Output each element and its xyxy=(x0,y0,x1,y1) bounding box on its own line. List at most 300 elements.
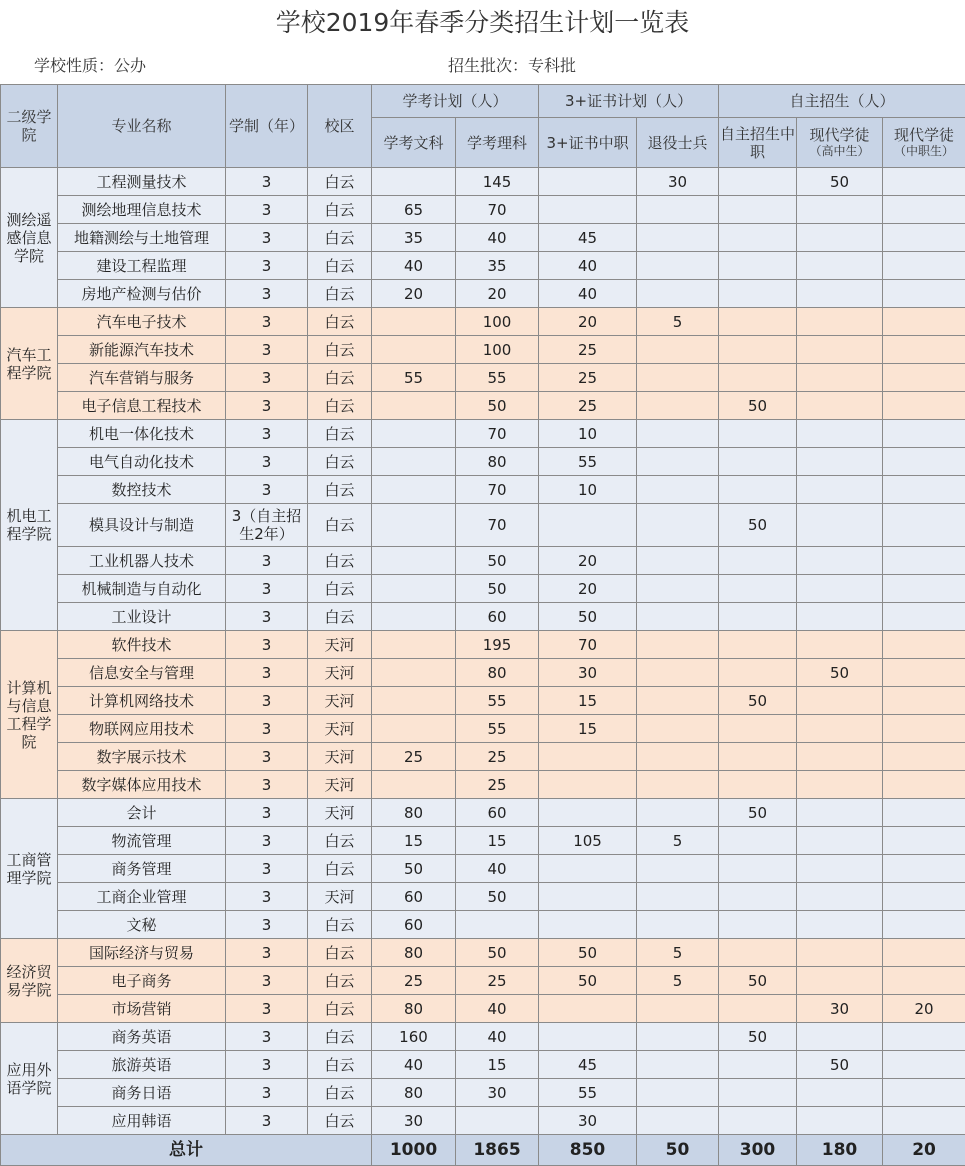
table-row xyxy=(1,252,965,280)
table-row xyxy=(1,1107,965,1135)
header-tuiyi: 退役士兵 xyxy=(637,118,719,168)
major-name-cell: 汽车电子技术 xyxy=(58,308,226,336)
zhengshu-zhongzhi-cell xyxy=(539,771,637,799)
campus-cell: 天河 xyxy=(308,799,372,827)
xuekao-like-cell: 80 xyxy=(456,659,539,687)
tuiyi-cell: 5 xyxy=(637,827,719,855)
major-name-cell: 房地产检测与估价 xyxy=(58,280,226,308)
total-tuiyi: 50 xyxy=(637,1135,719,1166)
header-zizhu-zhongzhi: 自主招生中职 xyxy=(719,118,797,168)
xuekao-like-cell xyxy=(456,1107,539,1135)
xuekao-wenke-cell: 25 xyxy=(372,743,456,771)
xuekao-wenke-cell xyxy=(372,575,456,603)
major-name-cell: 软件技术 xyxy=(58,631,226,659)
zizhu-zhongzhi-cell xyxy=(719,659,797,687)
zhengshu-zhongzhi-cell: 20 xyxy=(539,575,637,603)
table-row xyxy=(1,1079,965,1107)
xuekao-wenke-cell: 55 xyxy=(372,364,456,392)
campus-cell: 天河 xyxy=(308,715,372,743)
table-row xyxy=(1,476,965,504)
tuiyi-cell: 5 xyxy=(637,308,719,336)
xuekao-like-cell: 40 xyxy=(456,855,539,883)
xuekao-wenke-cell xyxy=(372,420,456,448)
campus-cell: 天河 xyxy=(308,631,372,659)
table-row xyxy=(1,659,965,687)
xiandai-gaozhong-cell xyxy=(797,743,883,771)
header-xiandai-gaozhong xyxy=(797,118,883,168)
xuekao-wenke-cell: 40 xyxy=(372,1051,456,1079)
xuekao-like-cell: 55 xyxy=(456,364,539,392)
xuekao-like-cell: 80 xyxy=(456,448,539,476)
duration-cell: 3 xyxy=(226,1023,308,1051)
header-xiandai-zhongzhi-sub: （中职生） xyxy=(883,144,965,158)
xiandai-gaozhong-cell xyxy=(797,911,883,939)
tuiyi-cell xyxy=(637,743,719,771)
table-row xyxy=(1,448,965,476)
xuekao-like-cell: 55 xyxy=(456,687,539,715)
zhengshu-zhongzhi-cell: 10 xyxy=(539,476,637,504)
zizhu-zhongzhi-cell xyxy=(719,280,797,308)
xiandai-zhongzhi-cell xyxy=(883,196,965,224)
xuekao-wenke-cell: 20 xyxy=(372,280,456,308)
duration-cell: 3 xyxy=(226,308,308,336)
xiandai-zhongzhi-cell xyxy=(883,547,965,575)
major-name-cell: 旅游英语 xyxy=(58,1051,226,1079)
zizhu-zhongzhi-cell xyxy=(719,715,797,743)
major-name-cell: 测绘地理信息技术 xyxy=(58,196,226,224)
xuekao-wenke-cell xyxy=(372,715,456,743)
major-name-cell: 市场营销 xyxy=(58,995,226,1023)
table-row xyxy=(1,575,965,603)
zizhu-zhongzhi-cell: 50 xyxy=(719,799,797,827)
tuiyi-cell xyxy=(637,392,719,420)
duration-cell: 3 xyxy=(226,224,308,252)
zizhu-zhongzhi-cell: 50 xyxy=(719,687,797,715)
duration-cell: 3 xyxy=(226,855,308,883)
major-name-cell: 信息安全与管理 xyxy=(58,659,226,687)
table-row xyxy=(1,1023,965,1051)
table-row xyxy=(1,883,965,911)
xiandai-zhongzhi-cell xyxy=(883,392,965,420)
xuekao-like-cell: 195 xyxy=(456,631,539,659)
duration-cell: 3 xyxy=(226,771,308,799)
duration-cell: 3 xyxy=(226,448,308,476)
xiandai-gaozhong-cell xyxy=(797,687,883,715)
duration-cell: 3 xyxy=(226,336,308,364)
table-row xyxy=(1,855,965,883)
xuekao-like-cell xyxy=(456,911,539,939)
xiandai-gaozhong-cell xyxy=(797,252,883,280)
college-name: 工商管理学院 xyxy=(1,799,58,939)
duration-cell: 3（自主招生2年） xyxy=(226,504,308,547)
xiandai-zhongzhi-cell xyxy=(883,252,965,280)
total-zizhu-zhongzhi: 300 xyxy=(719,1135,797,1166)
xuekao-wenke-cell: 160 xyxy=(372,1023,456,1051)
zizhu-zhongzhi-cell xyxy=(719,547,797,575)
zhengshu-zhongzhi-cell xyxy=(539,196,637,224)
admission-batch: 招生批次：专科批 xyxy=(448,53,576,76)
xuekao-like-cell: 50 xyxy=(456,575,539,603)
xiandai-zhongzhi-cell xyxy=(883,743,965,771)
zhengshu-zhongzhi-cell xyxy=(539,743,637,771)
xiandai-zhongzhi-cell xyxy=(883,1107,965,1135)
xuekao-like-cell: 40 xyxy=(456,995,539,1023)
xuekao-like-cell: 40 xyxy=(456,224,539,252)
major-name-cell: 汽车营销与服务 xyxy=(58,364,226,392)
xuekao-like-cell: 25 xyxy=(456,967,539,995)
zhengshu-zhongzhi-cell: 50 xyxy=(539,939,637,967)
header-zhengshu-group: 3+证书计划（人） xyxy=(539,85,719,118)
xiandai-zhongzhi-cell xyxy=(883,855,965,883)
xiandai-zhongzhi-cell xyxy=(883,168,965,196)
xiandai-zhongzhi-cell xyxy=(883,336,965,364)
xuekao-like-cell: 70 xyxy=(456,420,539,448)
xiandai-zhongzhi-cell xyxy=(883,603,965,631)
xuekao-wenke-cell: 80 xyxy=(372,995,456,1023)
duration-cell: 3 xyxy=(226,1051,308,1079)
header-xuekao-group: 学考计划（人） xyxy=(372,85,539,118)
table-row xyxy=(1,1051,965,1079)
xuekao-like-cell: 60 xyxy=(456,799,539,827)
xiandai-zhongzhi-cell xyxy=(883,1079,965,1107)
header-xiandai-zhongzhi-label: 现代学徒 xyxy=(894,126,954,144)
xiandai-gaozhong-cell xyxy=(797,476,883,504)
tuiyi-cell xyxy=(637,1023,719,1051)
zizhu-zhongzhi-cell xyxy=(719,1079,797,1107)
xiandai-zhongzhi-cell xyxy=(883,659,965,687)
tuiyi-cell: 5 xyxy=(637,967,719,995)
major-name-cell: 工商企业管理 xyxy=(58,883,226,911)
major-name-cell: 会计 xyxy=(58,799,226,827)
zhengshu-zhongzhi-cell: 25 xyxy=(539,392,637,420)
campus-cell: 天河 xyxy=(308,743,372,771)
duration-cell: 3 xyxy=(226,911,308,939)
zhengshu-zhongzhi-cell: 25 xyxy=(539,336,637,364)
xiandai-zhongzhi-cell xyxy=(883,967,965,995)
duration-cell: 3 xyxy=(226,252,308,280)
xuekao-like-cell: 145 xyxy=(456,168,539,196)
major-name-cell: 数控技术 xyxy=(58,476,226,504)
zizhu-zhongzhi-cell xyxy=(719,364,797,392)
campus-cell: 白云 xyxy=(308,336,372,364)
zhengshu-zhongzhi-cell: 70 xyxy=(539,631,637,659)
xuekao-wenke-cell: 50 xyxy=(372,855,456,883)
zizhu-zhongzhi-cell xyxy=(719,827,797,855)
tuiyi-cell xyxy=(637,911,719,939)
xuekao-like-cell: 100 xyxy=(456,308,539,336)
campus-cell: 白云 xyxy=(308,168,372,196)
table-row xyxy=(1,771,965,799)
total-zhengshu-zhongzhi: 850 xyxy=(539,1135,637,1166)
duration-cell: 3 xyxy=(226,967,308,995)
duration-cell: 3 xyxy=(226,168,308,196)
campus-cell: 白云 xyxy=(308,392,372,420)
tuiyi-cell xyxy=(637,224,719,252)
duration-cell: 3 xyxy=(226,575,308,603)
table-row xyxy=(1,827,965,855)
xiandai-zhongzhi-cell xyxy=(883,771,965,799)
table-row xyxy=(1,336,965,364)
table-row xyxy=(1,687,965,715)
xiandai-gaozhong-cell xyxy=(797,392,883,420)
xuekao-like-cell: 25 xyxy=(456,771,539,799)
header-xuekao-wenke: 学考文科 xyxy=(372,118,456,168)
zhengshu-zhongzhi-cell: 25 xyxy=(539,364,637,392)
xiandai-gaozhong-cell xyxy=(797,967,883,995)
zizhu-zhongzhi-cell xyxy=(719,631,797,659)
xiandai-zhongzhi-cell xyxy=(883,827,965,855)
xiandai-zhongzhi-cell xyxy=(883,1023,965,1051)
xiandai-zhongzhi-cell xyxy=(883,1051,965,1079)
xiandai-gaozhong-cell xyxy=(797,827,883,855)
zizhu-zhongzhi-cell xyxy=(719,1051,797,1079)
tuiyi-cell xyxy=(637,1107,719,1135)
xuekao-wenke-cell: 35 xyxy=(372,224,456,252)
xuekao-like-cell: 40 xyxy=(456,1023,539,1051)
tuiyi-cell xyxy=(637,1051,719,1079)
xiandai-gaozhong-cell xyxy=(797,364,883,392)
zhengshu-zhongzhi-cell xyxy=(539,504,637,547)
xuekao-wenke-cell xyxy=(372,336,456,364)
duration-cell: 3 xyxy=(226,476,308,504)
xiandai-gaozhong-cell xyxy=(797,1107,883,1135)
zizhu-zhongzhi-cell xyxy=(719,771,797,799)
zizhu-zhongzhi-cell xyxy=(719,743,797,771)
tuiyi-cell xyxy=(637,547,719,575)
zhengshu-zhongzhi-cell: 105 xyxy=(539,827,637,855)
major-name-cell: 机械制造与自动化 xyxy=(58,575,226,603)
campus-cell: 天河 xyxy=(308,687,372,715)
xiandai-gaozhong-cell xyxy=(797,631,883,659)
total-xiandai-zhongzhi: 20 xyxy=(883,1135,965,1166)
xuekao-wenke-cell xyxy=(372,631,456,659)
tuiyi-cell xyxy=(637,364,719,392)
xuekao-wenke-cell: 30 xyxy=(372,1107,456,1135)
duration-cell: 3 xyxy=(226,392,308,420)
zizhu-zhongzhi-cell xyxy=(719,336,797,364)
duration-cell: 3 xyxy=(226,420,308,448)
xiandai-gaozhong-cell xyxy=(797,799,883,827)
major-name-cell: 新能源汽车技术 xyxy=(58,336,226,364)
table-row xyxy=(1,308,965,336)
zizhu-zhongzhi-cell xyxy=(719,252,797,280)
campus-cell: 天河 xyxy=(308,883,372,911)
xuekao-like-cell: 50 xyxy=(456,392,539,420)
tuiyi-cell xyxy=(637,476,719,504)
zizhu-zhongzhi-cell xyxy=(719,855,797,883)
zhengshu-zhongzhi-cell: 45 xyxy=(539,1051,637,1079)
header-xuekao-like: 学考理科 xyxy=(456,118,539,168)
header-zhengshu-zhongzhi: 3+证书中职 xyxy=(539,118,637,168)
xiandai-gaozhong-cell xyxy=(797,280,883,308)
header-college: 二级学院 xyxy=(1,85,58,168)
header-zizhu-group: 自主招生（人） xyxy=(719,85,965,118)
duration-cell: 3 xyxy=(226,883,308,911)
xiandai-gaozhong-cell xyxy=(797,575,883,603)
campus-cell: 白云 xyxy=(308,476,372,504)
table-row xyxy=(1,631,965,659)
campus-cell: 白云 xyxy=(308,448,372,476)
duration-cell: 3 xyxy=(226,995,308,1023)
xiandai-gaozhong-cell xyxy=(797,448,883,476)
zizhu-zhongzhi-cell xyxy=(719,224,797,252)
campus-cell: 白云 xyxy=(308,575,372,603)
major-name-cell: 数字媒体应用技术 xyxy=(58,771,226,799)
xiandai-zhongzhi-cell xyxy=(883,631,965,659)
tuiyi-cell xyxy=(637,771,719,799)
tuiyi-cell: 30 xyxy=(637,168,719,196)
table-row xyxy=(1,939,965,967)
xiandai-zhongzhi-cell xyxy=(883,504,965,547)
xiandai-zhongzhi-cell xyxy=(883,476,965,504)
table-body xyxy=(1,168,965,1135)
zizhu-zhongzhi-cell: 50 xyxy=(719,392,797,420)
xuekao-wenke-cell: 15 xyxy=(372,827,456,855)
zhengshu-zhongzhi-cell: 55 xyxy=(539,448,637,476)
duration-cell: 3 xyxy=(226,1079,308,1107)
xiandai-zhongzhi-cell: 20 xyxy=(883,995,965,1023)
tuiyi-cell xyxy=(637,603,719,631)
table-row xyxy=(1,504,965,547)
duration-cell: 3 xyxy=(226,631,308,659)
zizhu-zhongzhi-cell xyxy=(719,575,797,603)
campus-cell: 白云 xyxy=(308,420,372,448)
duration-cell: 3 xyxy=(226,799,308,827)
table-row xyxy=(1,743,965,771)
xiandai-zhongzhi-cell xyxy=(883,799,965,827)
duration-cell: 3 xyxy=(226,939,308,967)
campus-cell: 白云 xyxy=(308,308,372,336)
tuiyi-cell xyxy=(637,687,719,715)
enrollment-table xyxy=(0,84,965,1166)
college-name: 测绘遥感信息学院 xyxy=(1,168,58,308)
xuekao-like-cell: 20 xyxy=(456,280,539,308)
major-name-cell: 工程测量技术 xyxy=(58,168,226,196)
table-row xyxy=(1,224,965,252)
campus-cell: 白云 xyxy=(308,547,372,575)
table-row xyxy=(1,911,965,939)
duration-cell: 3 xyxy=(226,827,308,855)
zizhu-zhongzhi-cell: 50 xyxy=(719,504,797,547)
zizhu-zhongzhi-cell xyxy=(719,883,797,911)
tuiyi-cell xyxy=(637,336,719,364)
zhengshu-zhongzhi-cell: 15 xyxy=(539,687,637,715)
campus-cell: 白云 xyxy=(308,196,372,224)
xiandai-zhongzhi-cell xyxy=(883,420,965,448)
zhengshu-zhongzhi-cell: 30 xyxy=(539,659,637,687)
table-row xyxy=(1,547,965,575)
xuekao-like-cell: 55 xyxy=(456,715,539,743)
xuekao-wenke-cell xyxy=(372,547,456,575)
major-name-cell: 电子信息工程技术 xyxy=(58,392,226,420)
zhengshu-zhongzhi-cell xyxy=(539,799,637,827)
zizhu-zhongzhi-cell xyxy=(719,939,797,967)
campus-cell: 天河 xyxy=(308,659,372,687)
tuiyi-cell xyxy=(637,448,719,476)
xiandai-zhongzhi-cell xyxy=(883,308,965,336)
major-name-cell: 物流管理 xyxy=(58,827,226,855)
xiandai-gaozhong-cell xyxy=(797,336,883,364)
xiandai-gaozhong-cell: 30 xyxy=(797,995,883,1023)
xiandai-gaozhong-cell xyxy=(797,883,883,911)
xuekao-wenke-cell xyxy=(372,687,456,715)
zhengshu-zhongzhi-cell xyxy=(539,883,637,911)
zhengshu-zhongzhi-cell: 40 xyxy=(539,280,637,308)
tuiyi-cell xyxy=(637,504,719,547)
xiandai-zhongzhi-cell xyxy=(883,883,965,911)
campus-cell: 白云 xyxy=(308,603,372,631)
xuekao-like-cell: 70 xyxy=(456,504,539,547)
header-campus: 校区 xyxy=(308,85,372,168)
zhengshu-zhongzhi-cell xyxy=(539,1023,637,1051)
duration-cell: 3 xyxy=(226,715,308,743)
xuekao-like-cell: 50 xyxy=(456,883,539,911)
college-name: 计算机与信息工程学院 xyxy=(1,631,58,799)
xiandai-zhongzhi-cell xyxy=(883,939,965,967)
xuekao-wenke-cell xyxy=(372,392,456,420)
tuiyi-cell: 5 xyxy=(637,939,719,967)
xuekao-like-cell: 30 xyxy=(456,1079,539,1107)
zhengshu-zhongzhi-cell: 20 xyxy=(539,547,637,575)
zhengshu-zhongzhi-cell: 50 xyxy=(539,603,637,631)
xuekao-wenke-cell xyxy=(372,771,456,799)
xiandai-zhongzhi-cell xyxy=(883,575,965,603)
xuekao-wenke-cell: 40 xyxy=(372,252,456,280)
campus-cell: 白云 xyxy=(308,995,372,1023)
xuekao-wenke-cell xyxy=(372,504,456,547)
header-major: 专业名称 xyxy=(58,85,226,168)
zizhu-zhongzhi-cell xyxy=(719,420,797,448)
xuekao-wenke-cell: 60 xyxy=(372,883,456,911)
major-name-cell: 工业设计 xyxy=(58,603,226,631)
xiandai-zhongzhi-cell xyxy=(883,448,965,476)
zizhu-zhongzhi-cell xyxy=(719,308,797,336)
zizhu-zhongzhi-cell xyxy=(719,168,797,196)
major-name-cell: 电气自动化技术 xyxy=(58,448,226,476)
campus-cell: 白云 xyxy=(308,1051,372,1079)
major-name-cell: 文秘 xyxy=(58,911,226,939)
xiandai-zhongzhi-cell xyxy=(883,715,965,743)
total-xiandai-gaozhong: 180 xyxy=(797,1135,883,1166)
duration-cell: 3 xyxy=(226,196,308,224)
duration-cell: 3 xyxy=(226,743,308,771)
major-name-cell: 计算机网络技术 xyxy=(58,687,226,715)
xuekao-wenke-cell: 80 xyxy=(372,799,456,827)
zizhu-zhongzhi-cell xyxy=(719,476,797,504)
campus-cell: 白云 xyxy=(308,827,372,855)
campus-cell: 白云 xyxy=(308,939,372,967)
xiandai-gaozhong-cell xyxy=(797,308,883,336)
total-xuekao-like: 1865 xyxy=(456,1135,539,1166)
major-name-cell: 商务管理 xyxy=(58,855,226,883)
campus-cell: 白云 xyxy=(308,1107,372,1135)
xuekao-wenke-cell xyxy=(372,448,456,476)
xiandai-gaozhong-cell xyxy=(797,771,883,799)
campus-cell: 白云 xyxy=(308,504,372,547)
xuekao-like-cell: 70 xyxy=(456,476,539,504)
xiandai-gaozhong-cell xyxy=(797,1079,883,1107)
zhengshu-zhongzhi-cell: 45 xyxy=(539,224,637,252)
xiandai-gaozhong-cell xyxy=(797,420,883,448)
college-name: 应用外语学院 xyxy=(1,1023,58,1135)
zizhu-zhongzhi-cell xyxy=(719,995,797,1023)
xiandai-zhongzhi-cell xyxy=(883,364,965,392)
zhengshu-zhongzhi-cell: 10 xyxy=(539,420,637,448)
zizhu-zhongzhi-cell xyxy=(719,1107,797,1135)
tuiyi-cell xyxy=(637,883,719,911)
zhengshu-zhongzhi-cell xyxy=(539,911,637,939)
campus-cell: 白云 xyxy=(308,364,372,392)
